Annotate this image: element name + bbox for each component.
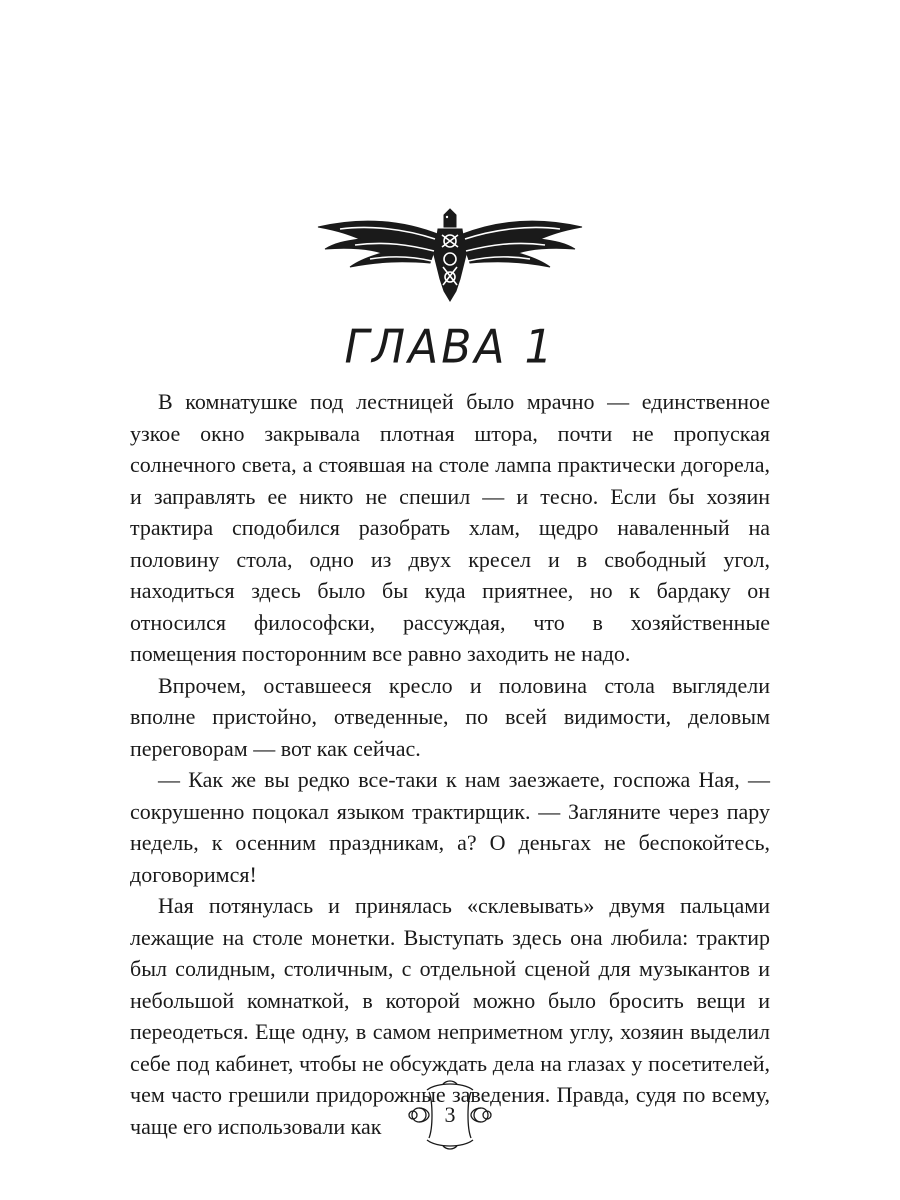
page-number: 3 [444,1102,456,1127]
page-number-ornament [405,1078,495,1152]
celtic-raven-icon [310,205,590,305]
chapter-title: ГЛАВА 1 [344,320,556,375]
paragraph: В комнатушке под лестницей было мрачно — единственное узкое окно закрывала плотная штора, почти не пропуская солнечного света, а стоявшая на столе лампа практически догорела, и заправлять ее никто не спешил — и тесно. Если бы хозяин трактира сподобился разобрать хлам, щедро наваленный на половину стола, одно из двух кресел и в свободный угол, находиться здесь было бы куда приятнее, но к бардаку он относился философски, рассуждая, что в хозяйственные помещения посторонним все равно заходить не надо. [130,389,770,666]
paragraph: Впрочем, оставшееся кресло и половина стола выглядели вполне пристойно, отведенные, по всей видимости, деловым переговорам — вот как сейчас. [130,672,770,761]
chapter-body [130,386,770,1142]
paragraph: Ная потянулась и принялась «склевывать» двумя пальцами лежащие на столе монетки. Выступать здесь она любила: трактир был солидным, столичным, с отдельной сценой для музыкантов и небольшой комнаткой, в которой можно было бросить вещи и переодеться. Еще одну, в самом неприметном углу, хозяин выделил себе под кабинет, чтобы не обсуждать дела на глазах у посетителей, чем часто грешили придорожные заведения. Правда, судя по всему, чаще его использовали как [130,893,770,1139]
paragraph: — Как же вы редко все-таки к нам заезжаете, госпожа Ная, — сокрушенно поцокал языком трактирщик. — Загляните через пару недель, к осенним праздникам, а? О деньгах не беспокойтесь, договоримся! [130,767,770,887]
